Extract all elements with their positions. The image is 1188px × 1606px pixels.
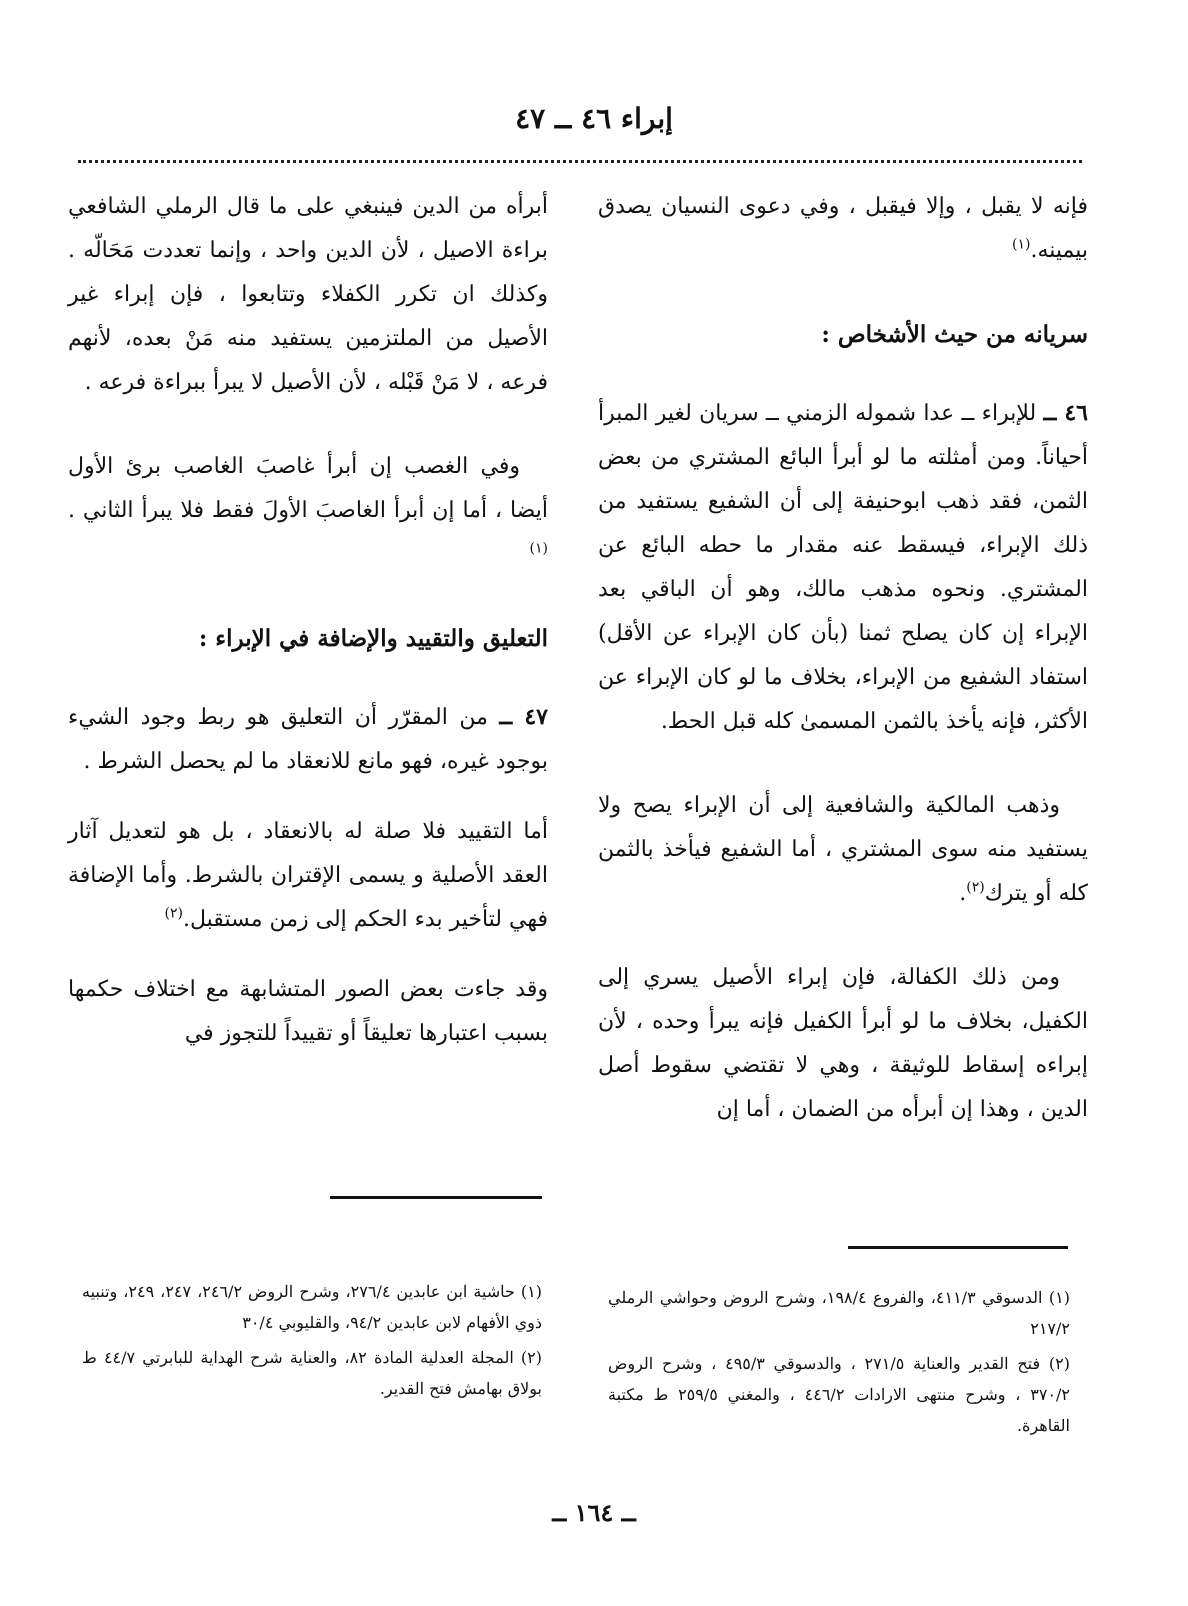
paragraph — [598, 391, 1088, 744]
paragraph-text: من المقرّر أن التعليق هو ربط وجود الشيء بوجود غيره، فهو مانع للانعقاد ما لم يحصل الشرط . — [68, 705, 548, 774]
left-column — [68, 185, 548, 1082]
footnote-separator-right — [848, 1246, 1068, 1249]
paragraph-text: فإنه لا يقبل ، وإلا فيقبل ، وفي دعوى النسيان يصدق بيمينه. — [598, 194, 1088, 263]
footnotes-right — [608, 1282, 1070, 1445]
footnote: (١) حاشية ابن عابدين ٢٧٦/٤، وشرح الروض ٢٤٦/٢، ٢٤٧، ٢٤٩، وتنبيه ذوي الأفهام لابن عابدين ٩٤/٢، والقليوبي ٣٠/٤ — [82, 1282, 543, 1332]
paragraph-text: أما التقييد فلا صلة له بالانعقاد ، بل هو لتعديل آثار العقد الأصلية و يسمى الإقتران بالشرط. وأما الإضافة فهي لتأخير بدء الحكم إلى زمن مستقبل. — [68, 819, 548, 932]
footnote: (٢) فتح القدير والعناية ٢٧١/٥ ، والدسوقي ٤٩٥/٣ ، وشرح الروض ٣٧٠/٢ ، وشرح منتهى الارادات ٤٤٦/٢ ، والمغني ٢٥٩/٥ ط مكتبة القاهرة. — [608, 1354, 1071, 1435]
section-number: ٤٧ ــ — [499, 704, 548, 730]
right-column — [598, 185, 1088, 1158]
paragraph-text: وذهب المالكية والشافعية إلى أن الإبراء يصح ولا يستفيد منه سوى المشتري ، أما الشفيع فيأخذ بالثمن كله أو يترك — [598, 793, 1088, 906]
footnote-marker: (١) — [1011, 236, 1031, 253]
section-heading: سريانه من حيث الأشخاص : — [821, 321, 1088, 348]
paragraph — [68, 445, 548, 577]
paragraph-text: وقد جاءت بعض الصور المتشابهة مع اختلاف حكمها بسبب اعتبارها تعليقاً أو تقييداً للتجوز في — [68, 977, 548, 1046]
paragraph-text: ومن ذلك الكفالة، فإن إبراء الأصيل يسري إلى الكفيل، بخلاف ما لو أبرأ الكفيل فإنه يبرأ وحده ، لأن إبراءه إسقاط للوثيقة ، وهي لا تقتضي سقوط أصل الدين ، وهذا إن أبرأه من الضمان ، أما إن — [598, 965, 1088, 1122]
running-header: إبراء ٤٦ ــ ٤٧ — [515, 102, 673, 135]
footnote-separator-left — [330, 1196, 542, 1199]
paragraph — [68, 695, 548, 784]
footnote-marker: (٢) — [966, 879, 985, 896]
paragraph-text: للإبراء ــ عدا شموله الزمني ــ سريان لغير المبرأ أحياناً. ومن أمثلته ما لو أبرأ البائع المشتري من بعض الثمن، فقد ذهب ابوحنيفة إلى أن الشفيع يستفيد من ذلك الإبراء، فيسقط عنه مقدار ما حطه البائع عن المشتري. ونحوه مذهب مالك، وهو أن الباقي بعد الإبراء إن كان يصلح ثمنا (بأن كان الإبراء عن الأقل) استفاد الشفيع من الإبراء، بخلاف ما لو كان الإبراء عن الأكثر، فإنه يأخذ بالثمن المسمىٰ كله قبل الحط. — [598, 401, 1088, 734]
paragraph — [598, 185, 1088, 273]
footnote-marker: (١) — [529, 540, 548, 557]
paragraph — [68, 810, 548, 942]
page-number: ــ ١٦٤ ــ — [552, 1498, 636, 1527]
paragraph-text: أبرأه من الدين فينبغي على ما قال الرملي الشافعي براءة الاصيل ، لأن الدين واحد ، وإنما تعددت مَحَالّه . وكذلك ان تكرر الكفلاء وتتابعوا ، فإن إبراء غير الأصيل من الملتزمين يستفيد منه مَنْ بعده، لأنهم فرعه ، لا مَنْ قَبْله ، لأن الأصيل لا يبرأ ببراءة فرعه . — [68, 194, 548, 395]
paragraph — [68, 968, 548, 1056]
footnote: (١) الدسوقي ٤١١/٣، والفروع ١٩٨/٤، وشرح الروض وحواشي الرملي ٢١٧/٢ — [608, 1288, 1070, 1338]
header-dotted-rule — [78, 160, 1082, 163]
paragraph-text: . — [959, 881, 967, 906]
footnote: (٢) المجلة العدلية المادة ٨٢، والعناية شرح الهداية للبابرتي ٤٤/٧ ط بولاق بهامش فتح القدير. — [82, 1348, 542, 1398]
footnote-marker: (٢) — [164, 905, 184, 922]
paragraph — [598, 784, 1088, 916]
section-number: ٤٦ ــ — [1043, 400, 1088, 426]
paragraph — [68, 185, 548, 405]
footnotes-left — [82, 1276, 542, 1408]
paragraph — [598, 956, 1088, 1132]
paragraph-text: وفي الغصب إن أبرأ غاصبَ الغاصب برئ الأول أيضا ، أما إن أبرأ الغاصبَ الأولَ فقط فلا يبرأ الثاني . — [68, 454, 548, 523]
section-heading: التعليق والتقييد والإضافة في الإبراء : — [198, 625, 548, 652]
